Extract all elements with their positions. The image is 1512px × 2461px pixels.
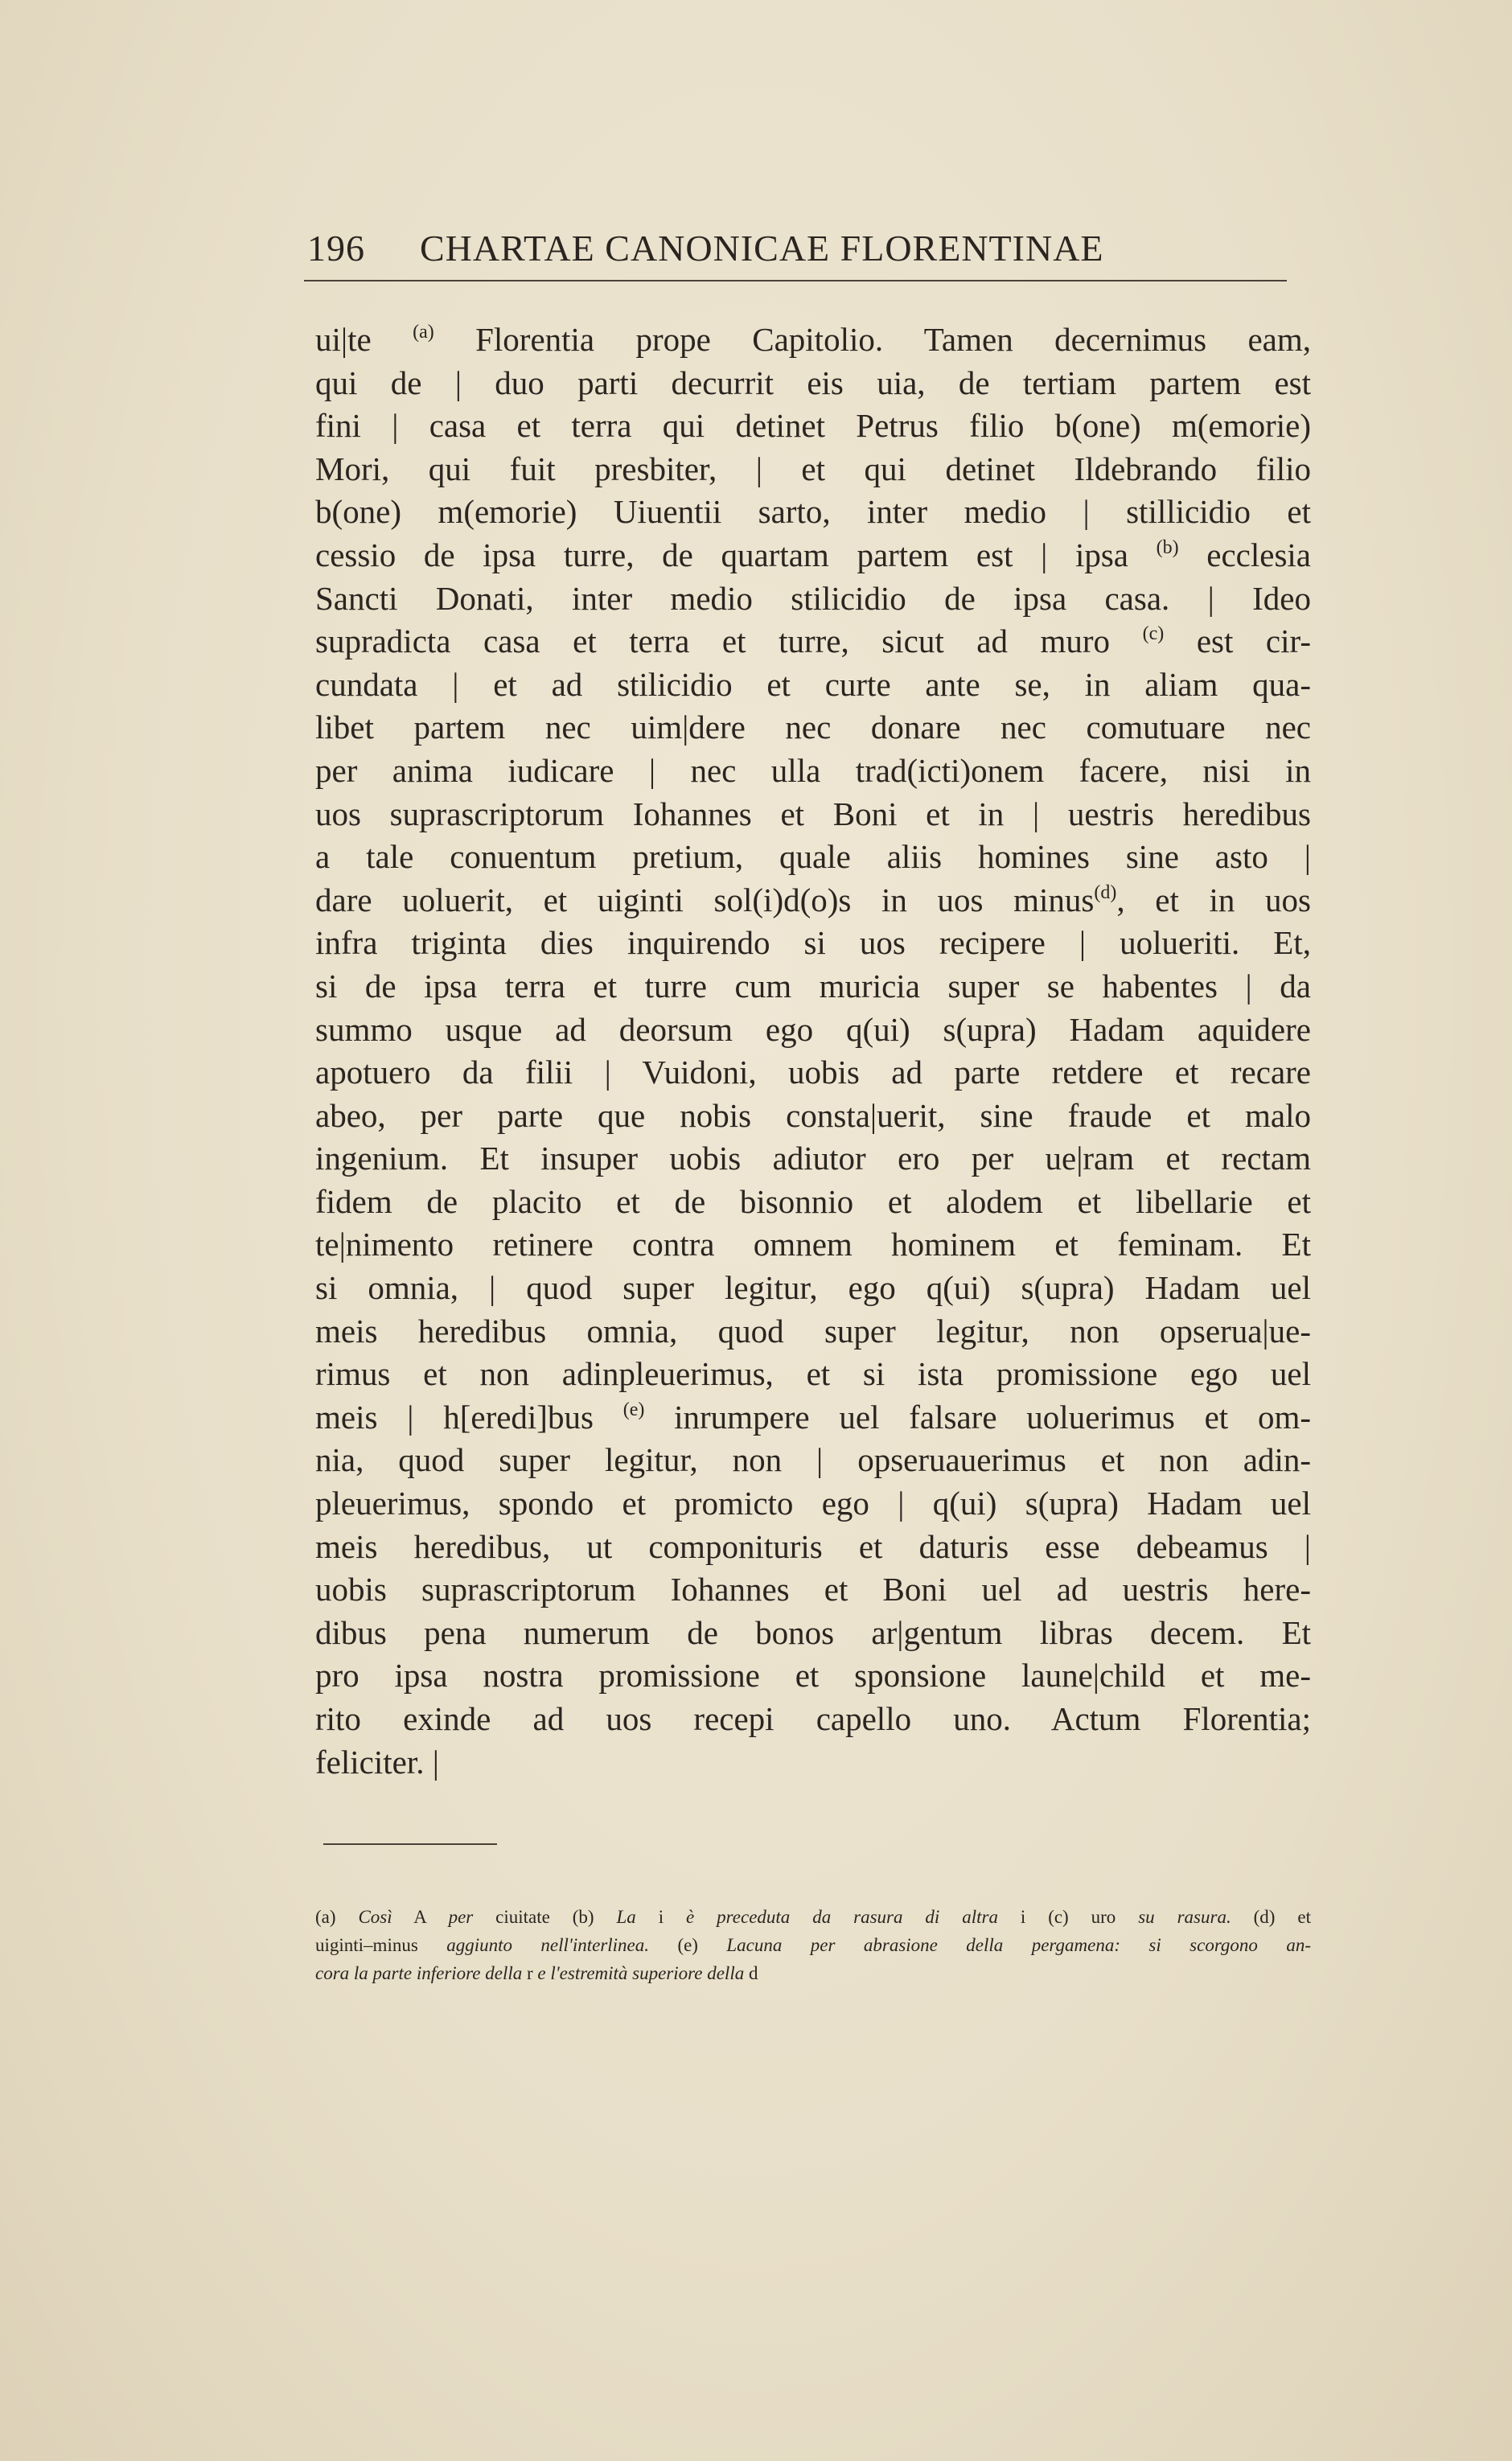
running-header (307, 227, 1288, 269)
text-line: supradicta casa et terra et turre, sicut ad muro $^{(c)}$ est cir- (315, 622, 1311, 660)
footnote-b: (b) La i è preceduta da rasura di altra i (572, 1907, 1026, 1927)
text-line: per anima iudicare | nec ulla trad(icti)onem facere, nisi in (315, 751, 1311, 789)
text-line: pleuerimus, spondo et promicto ego | q(ui) s(upra) Hadam uel (315, 1485, 1311, 1522)
text-line: libet partem nec uim|dere nec donare nec comutuare nec (315, 709, 1311, 746)
text-line: ui|te $^{(a)}$ Florentia prope Capitolio. Tamen decernimus eam, (315, 321, 1311, 358)
text-line: qui de | duo parti decurrit eis uia, de tertiam partem est (315, 364, 1311, 401)
text-line: dibus pena numerum de bonos ar|gentum libras decem. Et (315, 1613, 1311, 1651)
footnote-ref-a: (a) (413, 322, 434, 343)
footnote-ref-b: (b) (1156, 536, 1179, 558)
text-line: cundata | et ad stilicidio et curte ante se, in aliam qua- (315, 665, 1311, 703)
text-line: fidem de placito et de bisonnio et alodem et libellarie et (315, 1182, 1311, 1220)
text-line: infra triginta dies inquirendo si uos recipere | uolueriti. Et, (315, 924, 1311, 962)
footnote-d: (d) et (1253, 1907, 1311, 1927)
header-rule (304, 280, 1287, 281)
text-line: summo usque ad deorsum ego q(ui) s(upra) Hadam aquidere (315, 1010, 1311, 1048)
text-line: a tale conuentum pretium, quale aliis homines sine asto | (315, 838, 1311, 876)
footnote-c: (c) uro su rasura. (1048, 1907, 1231, 1927)
text-line: apotuero da filii | Vuidoni, uobis ad parte retdere et recare (315, 1054, 1311, 1091)
footnote-rule (323, 1843, 497, 1845)
running-title: CHARTAE CANONICAE FLORENTINAE (420, 228, 1104, 269)
text-line: fini | casa et terra qui detinet Petrus filio b(one) m(emorie) (315, 407, 1311, 445)
text-line: te|nimento retinere contra omnem hominem et feminam. Et (315, 1226, 1311, 1263)
text-line: pro ipsa nostra promissione et sponsione laune|child et me- (315, 1657, 1311, 1695)
text-line: si de ipsa terra et turre cum muricia super se habentes | da (315, 967, 1311, 1005)
text-line: feliciter. | (315, 1743, 439, 1781)
text-line: dare uoluerit, et uiginti sol(i)d(o)s in uos minus$^{(d)}$, et in uos (315, 881, 1311, 918)
text-line: cessio de ipsa turre, de quartam partem est | ipsa $^{(b)}$ ecclesia (315, 536, 1311, 573)
footnotes (315, 1903, 1311, 1987)
text-line: si omnia, | quod super legitur, ego q(ui) s(upra) Hadam uel (315, 1269, 1311, 1307)
text-line: uobis suprascriptorum Iohannes et Boni uel ad uestris here- (315, 1571, 1311, 1608)
footnote-ref-c: (c) (1142, 623, 1165, 645)
text-line: Sancti Donati, inter medio stilicidio de ipsa casa. | Ideo (315, 579, 1311, 617)
footnote-ref-d: (d) (1094, 881, 1117, 903)
text-line: ingenium. Et insuper uobis adiutor ero per ue|ram et rectam (315, 1140, 1311, 1177)
footnote-a: (a) Così A per ciuitate (315, 1907, 550, 1927)
text-line: uos suprascriptorum Iohannes et Boni et in | uestris heredibus (315, 795, 1311, 832)
footnote-line (315, 1903, 1311, 1931)
text-line: abeo, per parte que nobis consta|uerit, sine fraude et malo (315, 1096, 1311, 1134)
text-line: rimus et non adinpleuerimus, et si ista promissione ego uel (315, 1355, 1311, 1393)
text-line: b(one) m(emorie) Uiuentii sarto, inter medio | stillicidio et (315, 493, 1311, 531)
charter-text (315, 318, 1311, 1784)
text-line: nia, quod super legitur, non | opseruauerimus et non adin- (315, 1441, 1311, 1479)
text-line: meis | h[eredi]bus $^{(e)}$ inrumpere uel falsare uoluerimus et om- (315, 1398, 1311, 1436)
text-line: rito exinde ad uos recepi capello uno. Actum Florentia; (315, 1700, 1311, 1737)
footnote-ref-e: (e) (622, 1399, 645, 1420)
footnote-line: cora la parte inferiore della r e l'estremità superiore della d (315, 1963, 758, 1983)
footnote-line: uiginti–minus aggiunto nell'interlinea. (e) Lacuna per abrasione della pergamena: si scorgono an- (315, 1935, 1312, 1955)
text-line: Mori, qui fuit presbiter, | et qui detinet Ildebrando filio (315, 450, 1311, 487)
page-number: 196 (307, 228, 365, 269)
footnote-e: (e) Lacuna per abrasione della pergamena: si scorgono an- (677, 1935, 1312, 1955)
text-line: meis heredibus, ut componituris et daturis esse debeamus | (315, 1527, 1311, 1565)
text-line: meis heredibus omnia, quod super legitur, non opserua|ue- (315, 1312, 1311, 1350)
